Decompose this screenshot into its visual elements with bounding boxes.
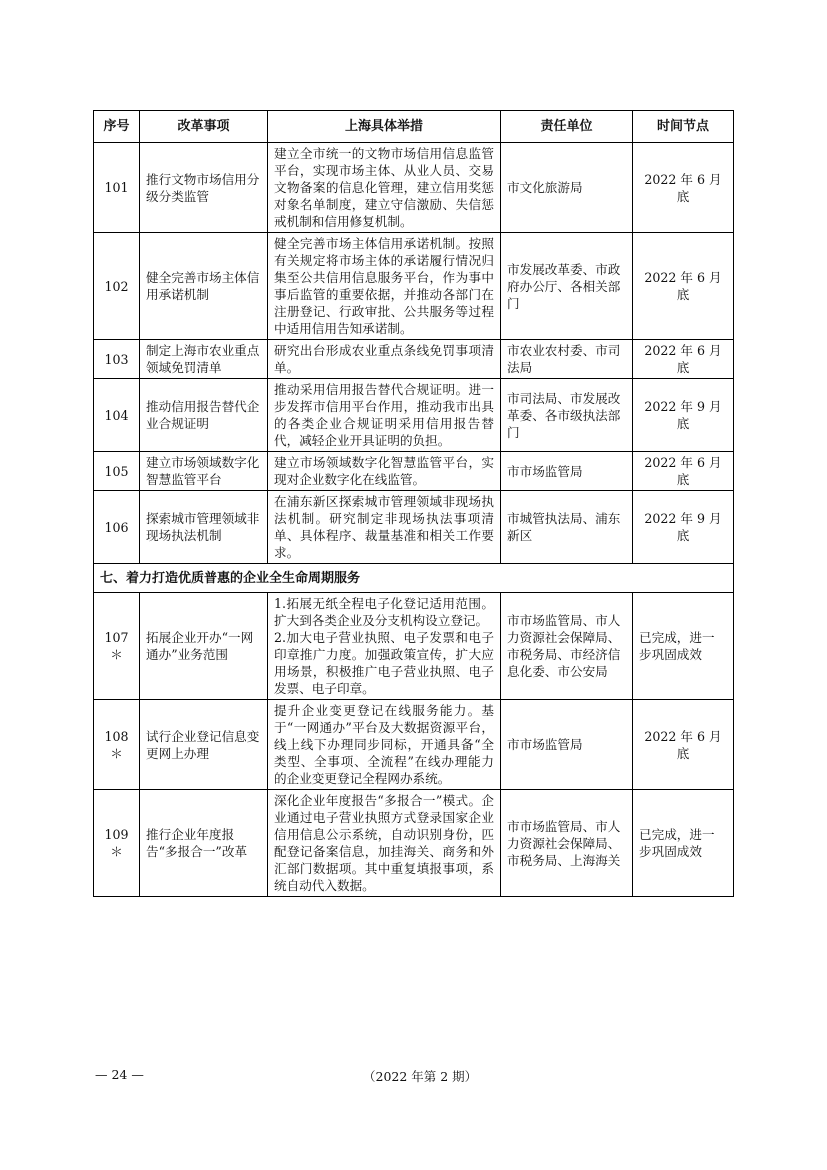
row-time: 2022 年 6 月底 xyxy=(633,700,734,790)
row-item: 制定上海市农业重点领域免罚清单 xyxy=(140,340,268,379)
row-time: 已完成，进一步巩固成效 xyxy=(633,593,734,700)
row-measure: 提升企业变更登记在线服务能力。基于“一网通办”平台及大数据资源平台，线上线下办理同步同标，开通具备“全类型、全事项、全流程”在线办理能力的企业变更登记全程网办系统。 xyxy=(268,700,501,790)
reform-measures-table xyxy=(93,110,734,897)
section-heading: 七、着力打造优质普惠的企业全生命周期服务 xyxy=(94,564,734,593)
row-measure: 在浦东新区探索城市管理领域非现场执法机制。研究制定非现场执法事项清单、具体程序、裁量基准和相关工作要求。 xyxy=(268,491,501,564)
row-measure: 健全完善市场主体信用承诺机制。按照有关规定将市场主体的承诺履行情况归集至公共信用信息服务平台，作为事中事后监管的重要依据，并推动各部门在注册登记、行政审批、公共服务等过程中适用信用告知承诺制。 xyxy=(268,233,501,340)
row-measure: 深化企业年度报告“多报合一”模式。企业通过电子营业执照方式登录国家企业信用信息公示系统，自动识别身份，匹配登记备案信息，加挂海关、商务和外汇部门数据项。其中重复填报事项，系统自动代入数据。 xyxy=(268,790,501,897)
row-item: 探索城市管理领域非现场执法机制 xyxy=(140,491,268,564)
row-time: 2022 年 9 月底 xyxy=(633,379,734,452)
row-measure xyxy=(268,593,501,700)
row-unit: 市城管执法局、浦东新区 xyxy=(501,491,633,564)
row-no: 109＊ xyxy=(94,790,140,897)
row-no: 101 xyxy=(94,143,140,233)
table-row xyxy=(94,593,734,700)
table-row xyxy=(94,233,734,340)
row-unit: 市农业农村委、市司法局 xyxy=(501,340,633,379)
row-unit: 市市场监管局、市人力资源社会保障局、市税务局、市经济信息化委、市公安局 xyxy=(501,593,633,700)
row-unit: 市文化旅游局 xyxy=(501,143,633,233)
row-measure: 建立全市统一的文物市场信用信息监管平台，实现市场主体、从业人员、交易文物备案的信息化管理，建立信用奖惩对象名单制度，建立守信激励、失信惩戒机制和信用修复机制。 xyxy=(268,143,501,233)
row-time: 2022 年 6 月底 xyxy=(633,452,734,491)
row-no: 105 xyxy=(94,452,140,491)
row-item: 推行文物市场信用分级分类监管 xyxy=(140,143,268,233)
header-item: 改革事项 xyxy=(140,111,268,143)
row-no: 108＊ xyxy=(94,700,140,790)
row-time: 2022 年 9 月底 xyxy=(633,491,734,564)
row-item: 拓展企业开办“一网通办”业务范围 xyxy=(140,593,268,700)
header-time: 时间节点 xyxy=(633,111,734,143)
row-no: 104 xyxy=(94,379,140,452)
row-item: 推动信用报告替代企业合规证明 xyxy=(140,379,268,452)
table-row xyxy=(94,379,734,452)
row-measure: 建立市场领域数字化智慧监管平台，实现对企业数字化在线监管。 xyxy=(268,452,501,491)
row-time: 2022 年 6 月底 xyxy=(633,340,734,379)
row-item: 推行企业年度报告“多报合一”改革 xyxy=(140,790,268,897)
table-row xyxy=(94,790,734,897)
issue-label: （2022 年第 2 期） xyxy=(363,1069,478,1084)
row-item: 建立市场领域数字化智慧监管平台 xyxy=(140,452,268,491)
measure-point-2: 2.加大电子营业执照、电子发票和电子印章推广力度。加强政策宣传，扩大应用场景，积极推广电子营业执照、电子发票、电子印章。 xyxy=(274,630,494,696)
row-no: 107＊ xyxy=(94,593,140,700)
header-unit: 责任单位 xyxy=(501,111,633,143)
row-time: 已完成，进一步巩固成效 xyxy=(633,790,734,897)
measure-point-1: 1.拓展无纸全程电子化登记适用范围。扩大到各类企业及分支机构设立登记。 xyxy=(274,596,494,628)
row-no: 106 xyxy=(94,491,140,564)
table-header-row xyxy=(94,111,734,143)
row-unit: 市市场监管局 xyxy=(501,700,633,790)
table-row xyxy=(94,491,734,564)
row-unit: 市市场监管局、市人力资源社会保障局、市税务局、上海海关 xyxy=(501,790,633,897)
row-time: 2022 年 6 月底 xyxy=(633,233,734,340)
table-row xyxy=(94,340,734,379)
page-footer xyxy=(93,1067,733,1087)
header-measure: 上海具体举措 xyxy=(268,111,501,143)
header-no: 序号 xyxy=(94,111,140,143)
row-no: 103 xyxy=(94,340,140,379)
row-measure: 研究出台形成农业重点条线免罚事项清单。 xyxy=(268,340,501,379)
row-measure: 推动采用信用报告替代合规证明。进一步发挥市信用平台作用，推动我市出具的各类企业合规证明采用信用报告替代，减轻企业开具证明的负担。 xyxy=(268,379,501,452)
row-unit: 市司法局、市发展改革委、各市级执法部门 xyxy=(501,379,633,452)
table-row xyxy=(94,452,734,491)
table-row xyxy=(94,700,734,790)
table-row xyxy=(94,143,734,233)
section-heading-row xyxy=(94,564,734,593)
row-item: 健全完善市场主体信用承诺机制 xyxy=(140,233,268,340)
row-no: 102 xyxy=(94,233,140,340)
row-unit: 市市场监管局 xyxy=(501,452,633,491)
page-number: — 24 — xyxy=(95,1067,144,1082)
row-time: 2022 年 6 月底 xyxy=(633,143,734,233)
row-unit: 市发展改革委、市政府办公厅、各相关部门 xyxy=(501,233,633,340)
document-page xyxy=(93,110,733,897)
row-item: 试行企业登记信息变更网上办理 xyxy=(140,700,268,790)
